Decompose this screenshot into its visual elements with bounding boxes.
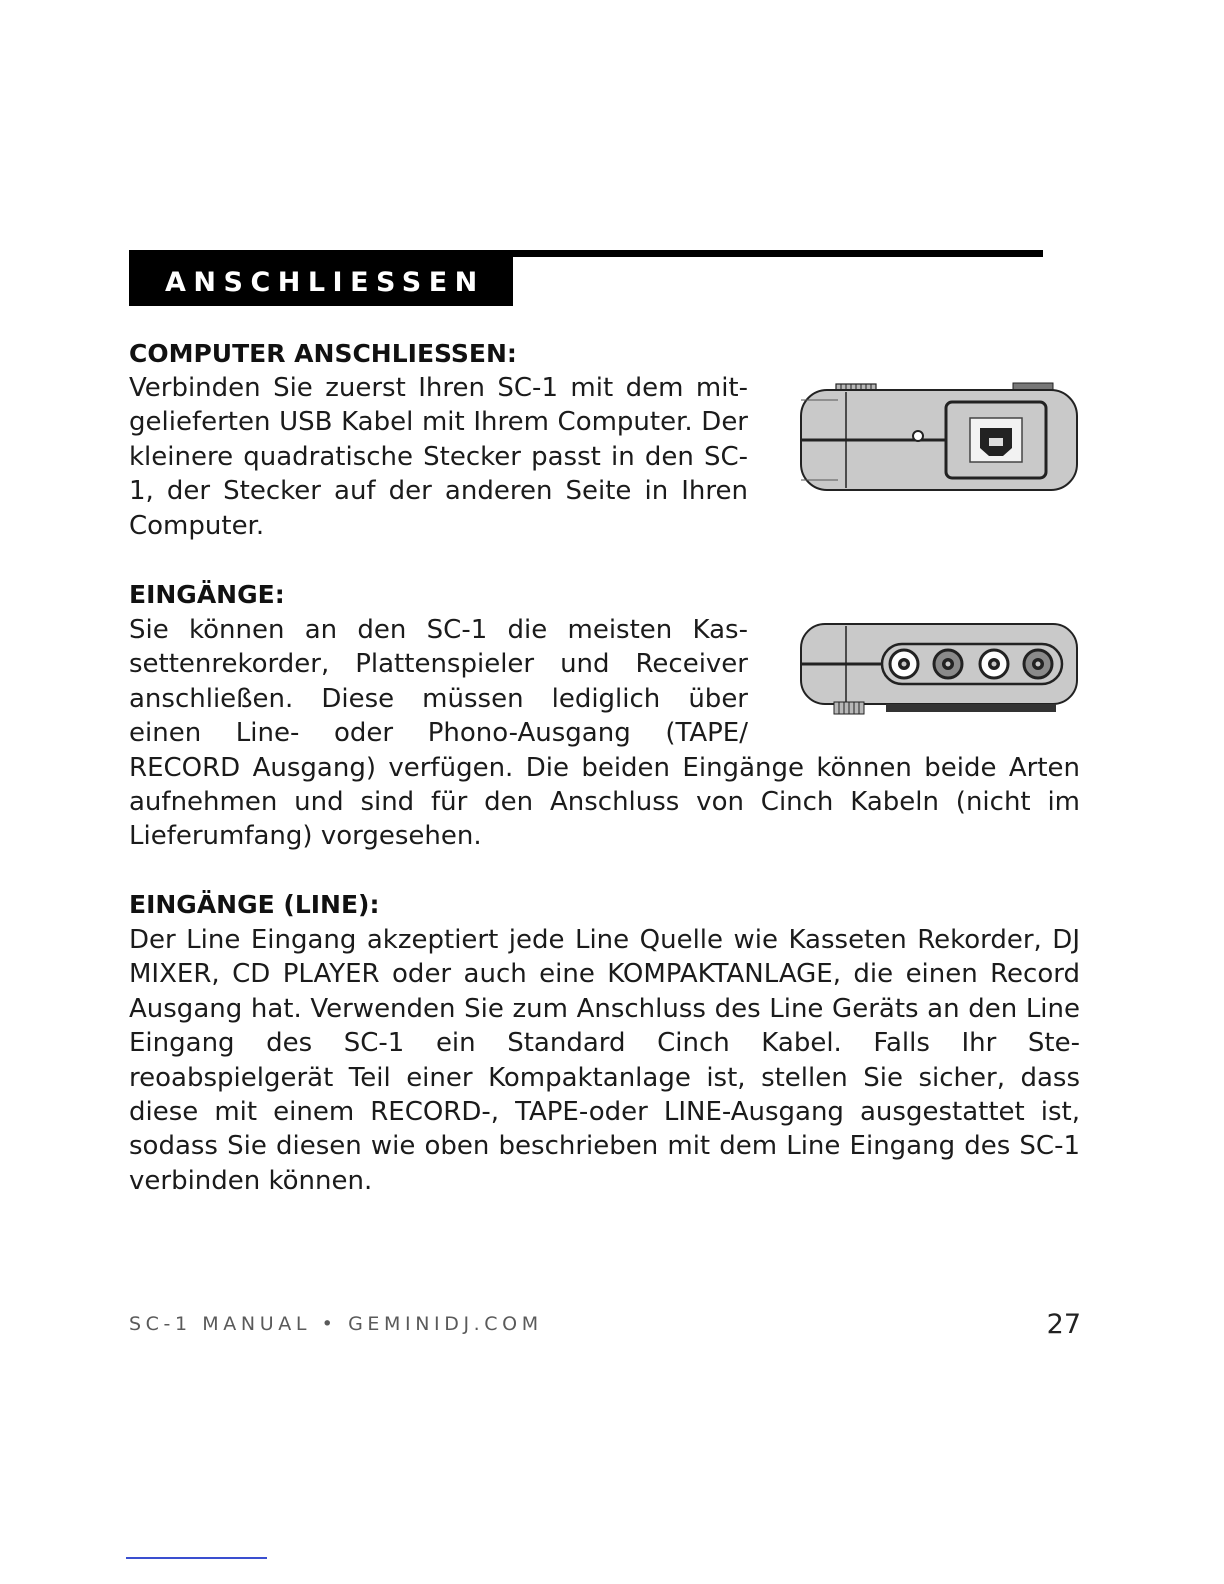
rca-inputs-side-icon <box>798 620 1080 720</box>
footer-manual-site: SC-1 MANUAL • GEMINIDJ.COM <box>129 1313 543 1335</box>
paragraph-line-inputs: Der Line Eingang akzeptiert jede Line Quelle wie Kasseten Rekorder, DJ MIXER, CD PLAYER oder auch eine KOMPAKTANLAGE, die einen Record Ausgang hat. Verwenden Sie zum Anschluss des Line Geräts an den Line Eingang des SC-1 ein Standard Cinch Kabel. Falls Ihr Ste- reoabspielgerät Teil einer Kompaktanlage ist, stellen Sie sicher, dass diese mit einem RECORD-, TAPE-oder LINE-Ausgang ausgestattet ist, sodass Sie diesen wie oben beschrieben mit dem Line Eingang des SC-1 verbinden können. <box>129 925 1080 1196</box>
usb-device-side-icon <box>798 380 1080 495</box>
bottom-underline <box>126 1557 267 1559</box>
page-number: 27 <box>1046 1309 1081 1340</box>
heading-computer: COMPUTER ANSCHLIESSEN: <box>129 339 517 368</box>
paragraph-inputs-text: Sie können an den SC-1 die meisten Kas- settenrekorder, Plattenspieler und Receiver anschließen. Diese müssen lediglich über einen Line- oder Phono-Ausgang (TAPE/ RECORD Ausgang) verfügen. Die beiden Eingänge können beide Arten aufnehmen und sind für den Anschluss von Cinch Kabeln (nicht im Lieferumfang) vorgesehen. <box>129 615 1080 852</box>
section-title: ANSCHLIESSEN <box>129 257 513 306</box>
section-rule <box>129 250 1043 257</box>
heading-inputs: EINGÄNGE: <box>129 580 285 609</box>
paragraph-computer: Verbinden Sie zuerst Ihren SC-1 mit dem mit- gelieferten USB Kabel mit Ihrem Computer. Der kleinere quadratische Stecker passt in den SC-1, der Stecker auf der anderen Seite in Ihren Computer. <box>129 373 748 541</box>
heading-line-inputs: EINGÄNGE (LINE): <box>129 890 380 919</box>
